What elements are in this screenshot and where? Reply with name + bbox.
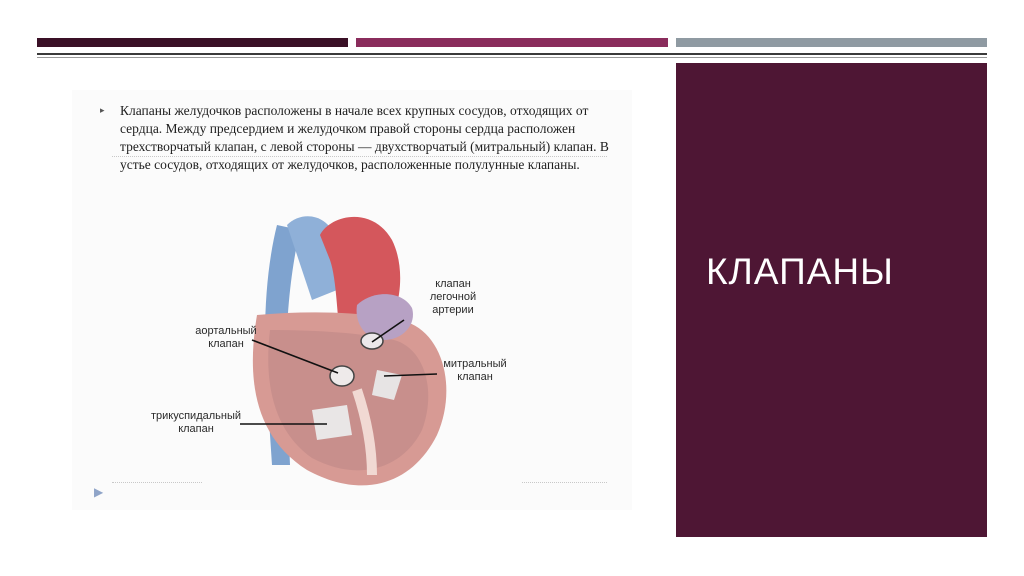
slide-title: КЛАПАНЫ: [706, 251, 894, 292]
title-panel: [676, 63, 987, 537]
heart-diagram: [72, 90, 632, 510]
label-mitral-valve: митральный клапан: [443, 358, 507, 383]
body-text: Клапаны желудочков расположены в начале всех крупных сосудов, отходящих от сердца. Между предсердием и желудочком правой стороны сердца расположен трехстворчатый клапан, с левой стороны — двухстворчатый (митральный) клапан. В устье сосудов, отходящих от желудочков, расположенные полулунные клапаны.: [120, 103, 609, 172]
header-rule: [37, 53, 987, 55]
label-pulmonary-valve: клапан легочной артерии: [429, 278, 477, 316]
corner-arrow-icon: ▶: [94, 485, 104, 499]
header-rule-thin: [37, 57, 987, 58]
content-image: [72, 90, 632, 510]
pulmonary-valve: [361, 333, 383, 349]
header-bar-dark: [37, 38, 348, 47]
aortic-valve: [330, 366, 354, 386]
tricuspid-valve: [312, 405, 352, 440]
header-bar-gray: [676, 38, 987, 47]
bullet-icon: ▸: [100, 105, 105, 115]
label-tricuspid-valve: трикуспидальный клапан: [150, 410, 242, 435]
label-aortic-valve: аортальный клапан: [195, 325, 257, 350]
header-bar-magenta: [356, 38, 668, 47]
